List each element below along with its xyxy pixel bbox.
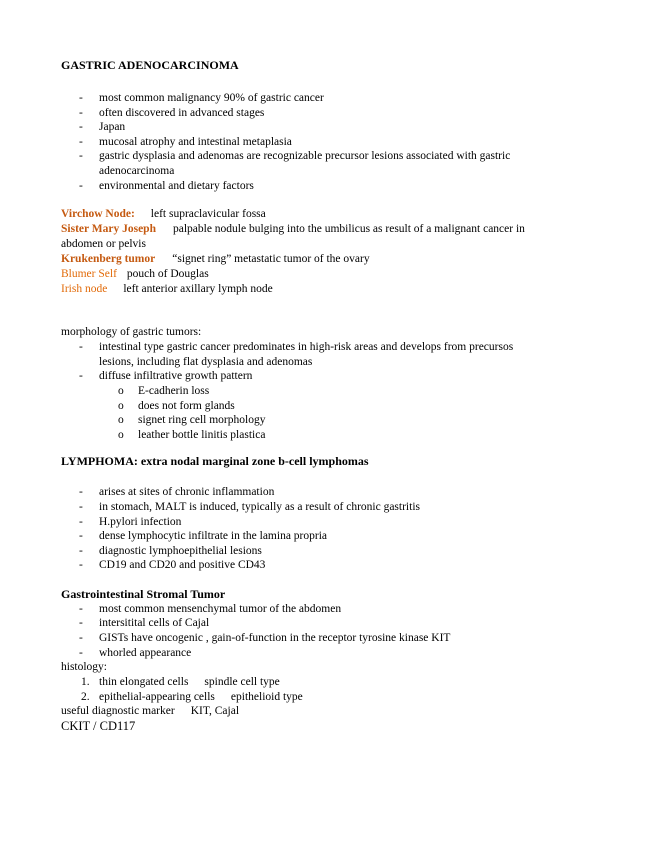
sub-list-item: o leather bottle linitis plastica (118, 428, 266, 441)
sub-list-item: o signet ring cell morphology (118, 414, 266, 427)
morphology-intro: morphology of gastric tumors: (61, 326, 202, 339)
list-item: - whorled appearance (79, 646, 192, 659)
lymphoma-list (61, 485, 621, 573)
list-item: - diagnostic lymphoepithelial lesions (79, 544, 262, 557)
list-item: - intestinal type gastric cancer predominates in high-risk areas and develops from precursos (79, 341, 514, 354)
lymphoma-title: LYMPHOMA: extra nodal marginal zone b-cell lymphomas (61, 454, 369, 469)
list-item: - in stomach, MALT is induced, typically as a result of chronic gastritis (79, 500, 420, 513)
node-row: Sister Mary Joseph palpable nodule bulging into the umbilicus as result of a malignant cancer in (61, 223, 525, 236)
ckit-line: CKIT / CD117 (61, 719, 136, 734)
gastric-title: GASTRIC ADENOCARCINOMA (61, 58, 239, 72)
morphology-sublist (61, 384, 621, 442)
list-item: - most common malignancy 90% of gastric cancer (79, 92, 324, 104)
gist-list (61, 602, 621, 660)
node-list (61, 207, 621, 297)
node-row: Blumer Self pouch of Douglas (61, 268, 209, 281)
node-row: Virchow Node: left supraclavicular fossa (61, 208, 266, 221)
list-item: - arises at sites of chronic inflammation (79, 486, 275, 499)
gastric-list (61, 91, 621, 193)
node-row: Irish node left anterior axillary lymph node (61, 283, 273, 296)
list-item: - intersitital cells of Cajal (79, 617, 210, 630)
sub-list-item: o E-cadherin loss (118, 384, 210, 397)
list-item: - dense lymphocytic infiltrate in the lamina propria (79, 530, 328, 543)
histology-list (61, 675, 621, 704)
list-item: - mucosal atrophy and intestinal metaplasia (79, 135, 292, 148)
list-item: - GISTs have oncogenic , gain-of-function in the receptor tyrosine kinase KIT (79, 632, 451, 645)
document-page (61, 58, 621, 734)
gist-title: Gastrointestinal Stromal Tumor (61, 586, 226, 601)
sub-list-item: o does not form glands (118, 399, 235, 412)
histology-label: histology: (61, 661, 108, 674)
list-item: - diffuse infiltrative growth pattern (79, 370, 253, 383)
list-item-continuation: lesions, including flat dysplasia and adenomas (99, 355, 313, 368)
list-item: - most common mensenchymal tumor of the abdomen (79, 602, 342, 615)
list-item: - Japan (79, 121, 126, 134)
diagnostic-marker: useful diagnostic marker KIT, Cajal (61, 705, 240, 718)
node-row-continuation: abdomen or pelvis (61, 238, 146, 251)
numbered-item: 1. thin elongated cells spindle cell type (81, 676, 280, 689)
node-row: Krukenberg tumor “signet ring” metastatic tumor of the ovary (61, 253, 370, 266)
list-item: - gastric dysplasia and adenomas are recognizable precursor lesions associated with gastric (79, 150, 511, 163)
list-item-continuation: adenocarcinoma (99, 164, 175, 177)
list-item: - H.pylori infection (79, 515, 182, 528)
list-item: - environmental and dietary factors (79, 179, 254, 192)
numbered-item: 2. epithelial-appearing cells epithelioid type (81, 690, 303, 703)
list-item: - often discovered in advanced stages (79, 106, 265, 119)
list-item: - CD19 and CD20 and positive CD43 (79, 559, 266, 572)
morphology-list (61, 340, 621, 384)
